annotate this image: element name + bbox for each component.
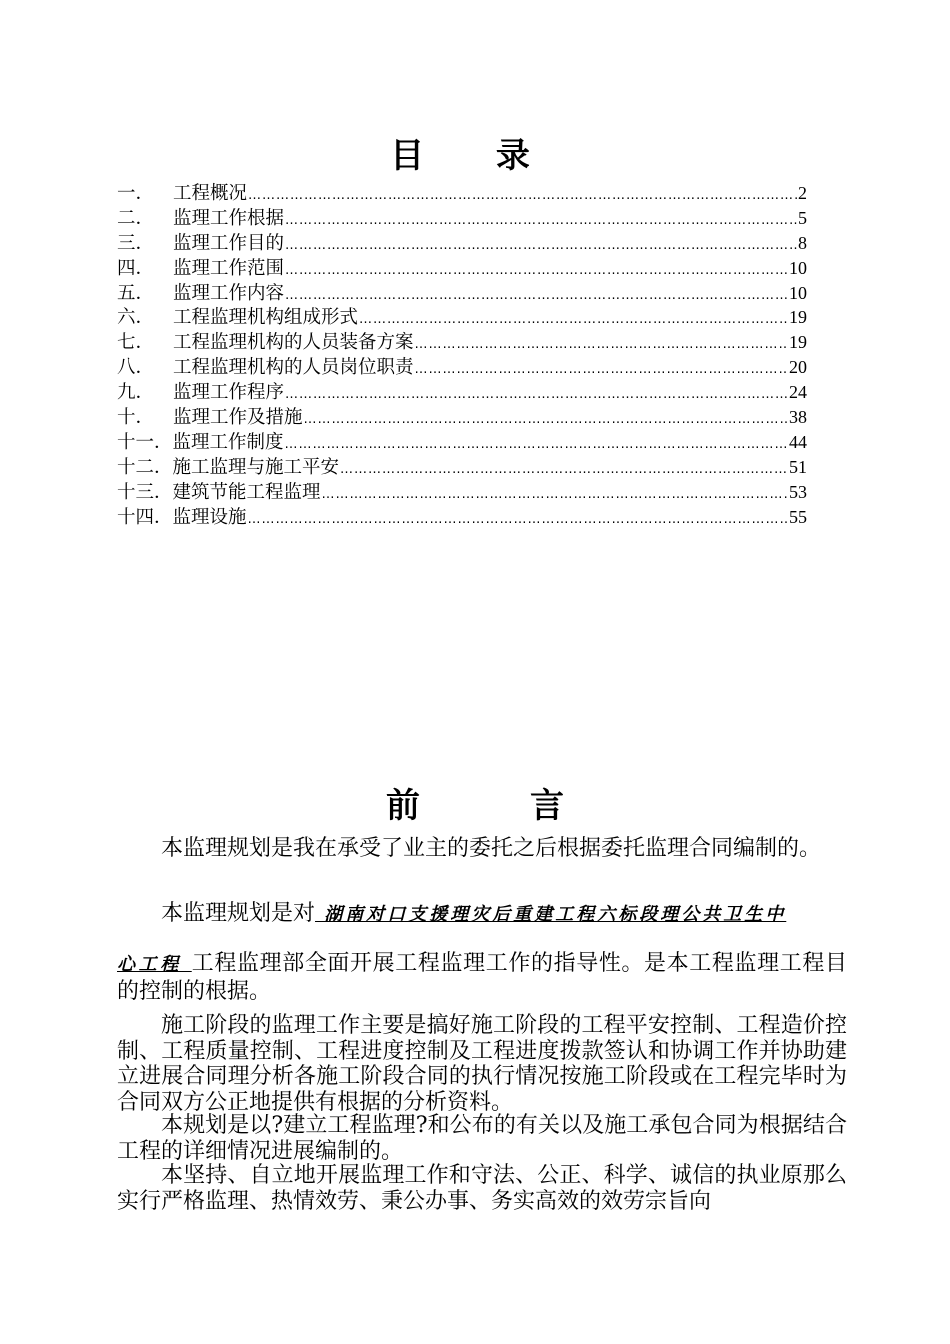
- toc-entry-page-number: 2: [798, 183, 807, 203]
- toc-leader-dots: [285, 284, 788, 309]
- preface-paragraph-3: 施工阶段的监理工作主要是搞好施工阶段的工程平安控制、工程造价控制、工程质量控制、工程进度控制及工程进度拨款签认和协调工作并协助建立进展合同理分析各施工阶段合同的执行情况按施工阶段或在工程完毕时为合同双方公正地提供有根据的分析资料。: [117, 1013, 847, 1115]
- toc-entry-number: 四．: [117, 257, 155, 279]
- toc-entry-page-number: 5: [798, 207, 807, 228]
- toc-leader-dots: [285, 209, 797, 234]
- toc-entry-label: 工程监理机构的人员岗位职责: [173, 357, 414, 379]
- toc-entry-label: 监理工作程序: [173, 382, 285, 404]
- preface-paragraph-2-line-2: [117, 950, 847, 1005]
- toc-entry-label: 工程监理机构组成形式: [173, 307, 359, 329]
- toc-leader-dots: [340, 458, 788, 483]
- preface-paragraph-4: 本规划是以?建立工程监理?和公布的有关以及施工承包合同为根据结合工程的详细情况进展编制的。: [117, 1113, 847, 1164]
- toc-leader-dots: [285, 259, 788, 284]
- toc-entry-label: 监理工作根据: [173, 207, 285, 229]
- preface-paragraph-5: 本坚持、自立地开展监理工作和守法、公正、科学、诚信的执业原那么实行严格监理、热情效劳、秉公办事、务实高效的效劳宗旨向: [117, 1163, 847, 1214]
- toc-entry-number: 七．: [117, 332, 155, 354]
- toc-entry-number: 十三．: [117, 481, 173, 503]
- toc-entry-page-number: 10: [789, 282, 807, 303]
- toc-leader-dots: [248, 184, 797, 209]
- toc-entry-label: 监理设施: [172, 506, 247, 528]
- toc-entry-number: 二．: [117, 207, 155, 229]
- toc-leader-dots: [304, 408, 788, 433]
- toc-entry-number: 六．: [117, 307, 155, 329]
- paragraph-2-suffix: 工程监理部全面开展工程监理工作的指导性。是本工程监理工程目的控制的根据。: [117, 951, 847, 1004]
- toc-entry-number: 三．: [117, 232, 155, 254]
- toc-entry-label: 监理工作制度: [172, 431, 284, 453]
- toc-entry-number: 一．: [117, 183, 155, 204]
- preface-paragraph-1: 本监理规划是我在承受了业主的委托之后根据委托监理合同编制的。: [161, 836, 822, 861]
- toc-leader-dots: [415, 358, 788, 383]
- toc-entry-page-number: 53: [789, 481, 807, 502]
- toc-entry-page-number: 51: [789, 456, 807, 477]
- toc-entry[interactable]: [117, 281, 807, 306]
- toc-title: 目 录: [390, 136, 560, 176]
- toc-entry[interactable]: [117, 305, 807, 330]
- toc-entry[interactable]: [117, 181, 807, 206]
- toc-entry-number: 八．: [117, 357, 155, 379]
- toc-entry-number: 五．: [117, 282, 155, 304]
- toc-entry[interactable]: [117, 330, 807, 355]
- toc-entry-number: 十二．: [117, 456, 173, 478]
- toc-leader-dots: [285, 383, 788, 408]
- toc-entry-label: 监理工作及措施: [173, 407, 303, 429]
- paragraph-2-prefix: 本监理规划是对: [161, 901, 316, 926]
- toc-leader-dots: [415, 333, 788, 358]
- toc-entry[interactable]: [117, 231, 807, 256]
- table-of-contents: [117, 181, 807, 529]
- toc-entry-label: 监理工作内容: [173, 282, 285, 304]
- toc-entry[interactable]: [117, 430, 807, 455]
- toc-leader-dots: [359, 308, 788, 333]
- toc-entry[interactable]: [117, 505, 807, 530]
- toc-entry-page-number: 19: [789, 307, 807, 328]
- toc-entry[interactable]: [117, 380, 807, 405]
- toc-entry-label: 施工监理与施工平安: [172, 456, 340, 478]
- toc-entry-number: 九．: [117, 382, 155, 404]
- toc-entry[interactable]: [117, 405, 807, 430]
- toc-leader-dots: [322, 483, 788, 508]
- project-name-part-1: 湖南对口支援理灾后重建工程六标段理公共卫生中: [315, 904, 787, 925]
- toc-entry-page-number: 44: [789, 431, 807, 452]
- toc-entry-label: 监理工作范围: [173, 257, 285, 279]
- toc-entry[interactable]: [117, 256, 807, 281]
- toc-entry-number: 十一．: [117, 431, 173, 453]
- toc-leader-dots: [248, 508, 788, 533]
- toc-entry[interactable]: [117, 455, 807, 480]
- project-name-part-2: 心工程: [117, 954, 192, 975]
- toc-entry-page-number: 38: [789, 407, 807, 428]
- toc-entry-page-number: 10: [789, 257, 807, 278]
- toc-entry-page-number: 8: [798, 232, 807, 253]
- toc-leader-dots: [285, 234, 797, 259]
- preface-title: 前言: [386, 786, 674, 826]
- toc-entry-page-number: 24: [789, 382, 807, 403]
- toc-entry-page-number: 19: [789, 332, 807, 353]
- preface-paragraph-2-line-1: [117, 900, 847, 928]
- toc-entry-page-number: 55: [789, 506, 807, 527]
- toc-entry-number: 十．: [117, 407, 155, 429]
- toc-entry-label: 建筑节能工程监理: [172, 481, 321, 503]
- toc-entry[interactable]: [117, 206, 807, 231]
- toc-entry[interactable]: [117, 355, 807, 380]
- toc-entry-number: 十四．: [117, 506, 173, 528]
- toc-entry-label: 工程概况: [173, 183, 248, 204]
- toc-entry-page-number: 20: [789, 357, 807, 378]
- toc-leader-dots: [285, 433, 788, 458]
- toc-entry-label: 监理工作目的: [173, 232, 285, 254]
- toc-entry-label: 工程监理机构的人员装备方案: [173, 332, 414, 354]
- toc-entry[interactable]: [117, 480, 807, 505]
